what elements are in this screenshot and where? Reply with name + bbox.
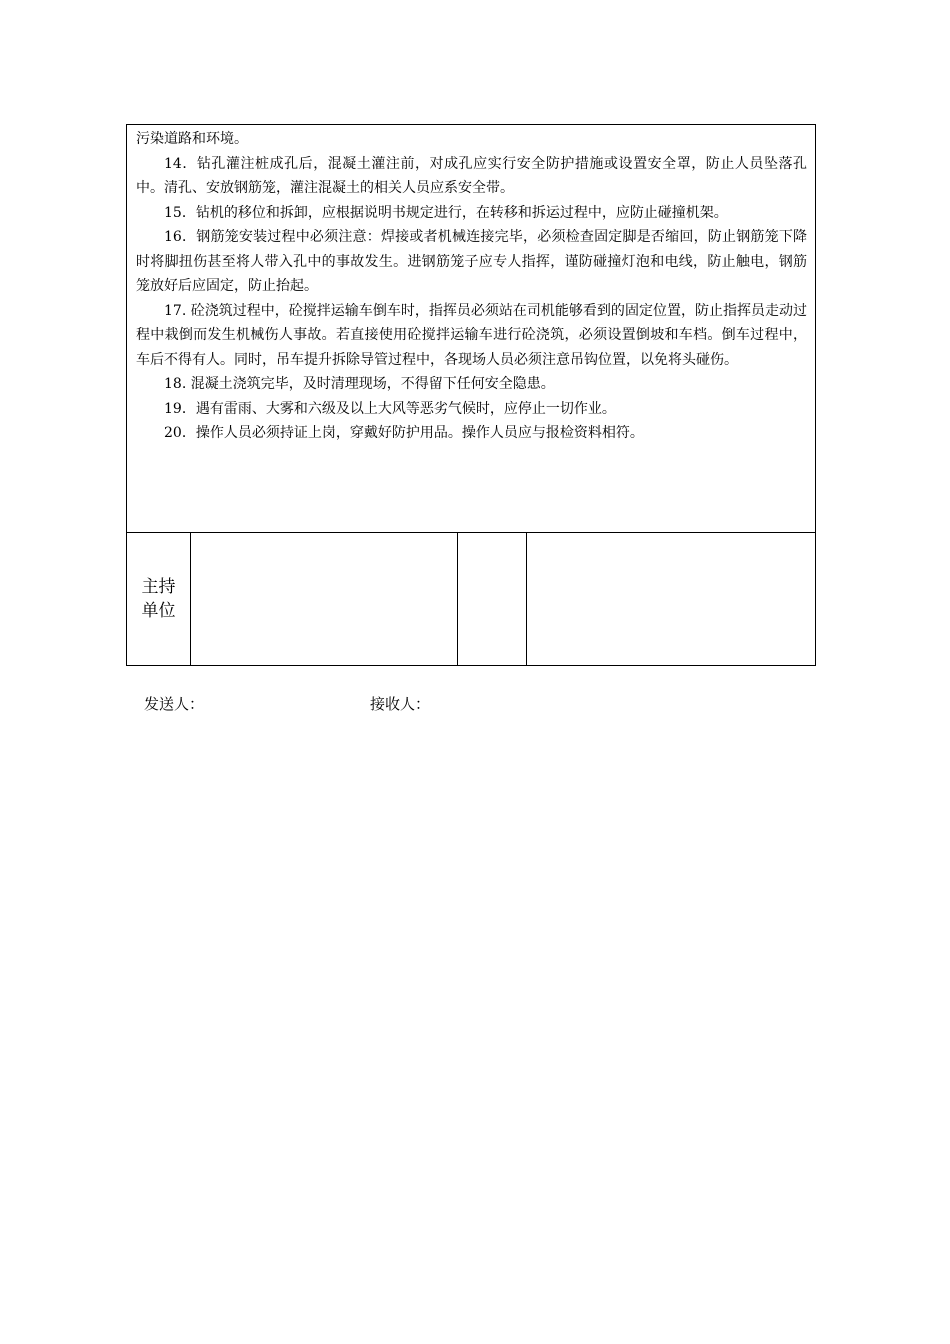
sender-label: 发送人： (144, 695, 205, 713)
paragraph: 污染道路和环境。 (136, 131, 248, 147)
content-cell (127, 125, 816, 533)
paragraph: 18. 混凝土浇筑完毕，及时清理现场，不得留下任何安全隐患。 (164, 376, 555, 392)
second-value-cell (527, 533, 816, 666)
receiver-label: 接收人： (370, 695, 431, 713)
host-unit-value-cell (191, 533, 458, 666)
paragraph: 16．钢筋笼安装过程中必须注意：焊接或者机械连接完毕，必须检查固定脚是否缩回，防止钢筋笼下降时将脚扭伤甚至将人带入孔中的事故发生。进钢筋笼子应专人指挥，谨防碰撞灯泡和电线，防止触电，钢筋笼放好后应固定，防止抬起。 (136, 229, 808, 294)
second-label-cell (458, 533, 527, 666)
paragraph: 20．操作人员必须持证上岗，穿戴好防护用品。操作人员应与报检资料相符。 (164, 425, 644, 441)
paragraph: 15．钻机的移位和拆卸，应根据说明书规定进行，在转移和拆运过程中，应防止碰撞机架。 (164, 204, 728, 221)
host-unit-label (127, 533, 191, 666)
content-row (127, 125, 816, 533)
paragraph: 17. 砼浇筑过程中，砼搅拌运输车倒车时，指挥员必须站在司机能够看到的固定位置，防止指挥员走动过程中栽倒而发生机械伤人事故。若直接使用砼搅拌运输车进行砼浇筑，必须设置倒坡和车档。倒车过程中，车后不得有人。同时，吊车提升拆除导管过程中，各现场人员必须注意吊钩位置，以免将头碰伤。 (136, 302, 808, 368)
host-label-line1: 主持 (141, 577, 176, 597)
signature-row (127, 533, 816, 666)
briefing-table (126, 124, 816, 666)
paragraph: 19．遇有雷雨、大雾和六级及以上大风等恶劣气候时，应停止一切作业。 (164, 400, 616, 417)
host-label-line2: 单位 (141, 601, 176, 621)
paragraph: 14．钻孔灌注桩成孔后，混凝土灌注前，对成孔应实行安全防护措施或设置安全罩，防止人员坠落孔中。清孔、安放钢筋笼，灌注混凝土的相关人员应系安全带。 (136, 155, 808, 196)
